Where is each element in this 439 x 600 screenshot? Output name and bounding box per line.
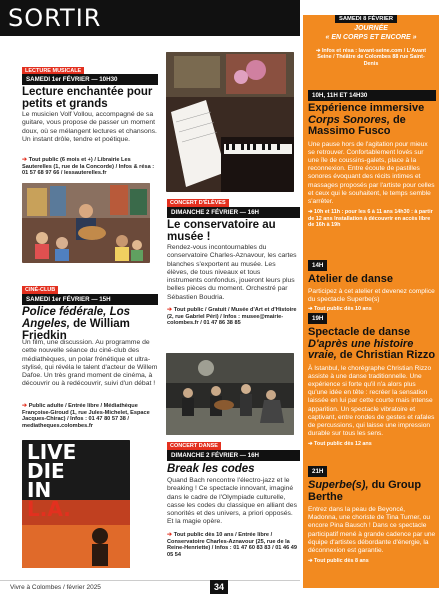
article-title: Break les codes (167, 463, 255, 475)
footer-text: Vivre à Colombes / février 2025 (10, 584, 101, 591)
film-poster (22, 440, 130, 568)
sidebar-section (308, 307, 436, 448)
pin-icon: ➔ (308, 558, 315, 565)
session-body: Une pause hors de l'agitation pour mieux se retrouver. Confortablement lovés sur une île de coussins-galets, place à la reconnexion. Entre écoute de pastilles sonores évoquant des récits intimes et massages proposés par l'artiste pour celles et ceux qui le souhaitent, le temps semble s'arrêter. (308, 140, 435, 205)
sidebar-journee: JOURNÉE (354, 25, 388, 32)
page-number: 34 (210, 580, 228, 594)
category-tag: CINÉ-CLUB (22, 286, 58, 294)
session-title: Spectacle de danse D'après une histoire vraie, de Christian Rizzo (308, 326, 436, 361)
session-info: ➔ Tout public dès 8 ans (308, 558, 369, 565)
pin-icon: ➔ (308, 209, 315, 216)
poster-title: LIVE DIE IN L.A. (27, 440, 77, 521)
photo-piano (166, 52, 294, 192)
article-body: Un film, une discussion. Au programme de cette nouvelle séance du ciné-club des médiathèques, un polar frénétique et ultra-stylisé, qui révéla le talent d'acteur de Willem Dafoe. Un très grand moment de cinéma, à découvrir ou à redécouvrir, suivi d'un débat ! (22, 339, 158, 388)
pin-icon: ➔ (308, 305, 315, 312)
sidebar-theme: « EN CORPS ET ENCORE » (325, 34, 417, 41)
photo-musician-children (22, 183, 150, 263)
sidebar-date-badge: SAMEDI 8 FÉVRIER (335, 15, 397, 23)
session-time: 10H, 11H ET 14H30 (308, 90, 436, 101)
session-title: Atelier de danse (308, 273, 393, 285)
pin-icon: ➔ (22, 403, 29, 409)
sidebar-section (308, 254, 436, 312)
article-info: ➔ Tout public / Gratuit / Musée d'Art et d'Histoire (2, rue Gabriel Péri) / Infos : musee@mairie-colombes.fr / 01 47 86 38 85 (167, 307, 297, 327)
session-info: ➔ Tout public dès 12 ans (308, 441, 372, 448)
article-body: Le musicien Volf Vollou, accompagné de sa guitare, vous propose de passer un moment doux, où se mélangent lectures et chansons. Un instant drôle, tendre et poétique. (22, 111, 157, 143)
session-info: ➔ 10h et 11h : pour les 6 à 11 ans 14h30 : à partir de 12 ans Installation à découvrir en accès libre de 16h à 19h (308, 209, 433, 228)
article-title: Lecture enchantée pour petits et grands (22, 86, 153, 110)
pin-icon: ➔ (167, 532, 174, 538)
session-body: Entrez dans la peau de Beyoncé, Madonna, une choriste de Tina Turner, ou encore Pina Bausch ! Dans ce spectacle participatif mené à grande cadence par une équipe d'artistes débordante d'énergie, la déconnexion est garantie. (308, 506, 436, 555)
pin-icon: ➔ (308, 441, 315, 448)
category-tag: LECTURE MUSICALE (22, 67, 84, 75)
event-date: SAMEDI 1er FÉVRIER — 15H (22, 294, 158, 305)
session-title: Expérience immersive Corps Sonores, de Massimo Fusco (308, 102, 425, 137)
session-time: 19H (308, 313, 327, 324)
event-date: DIMANCHE 2 FÉVRIER — 16H (167, 450, 300, 461)
article-info: ➔ Public adulte / Entrée libre / Médiathèque Françoise-Giroud (1, rue Jules-Michelet, Espace Jacques-Chirac) / Infos : 01 47 80 57 38 / mediatheques.colombes.fr (22, 403, 150, 429)
article-title: Police fédérale, Los Angeles, de William Friedkin (22, 306, 131, 342)
footer-rule (0, 580, 300, 581)
category-tag: CONCERT D'ÉLÈVES (167, 199, 229, 207)
session-title: Superbe(s), du Group Berthe (308, 479, 422, 503)
sidebar-section (308, 90, 436, 228)
pin-icon: ➔ (315, 48, 322, 54)
pin-icon: ➔ (167, 307, 174, 313)
article-body: Quand Bach rencontre l'électro-jazz et le breaking ! Ce spectacle innovant, imaginé dans le cadre de l'Olympiade culturelle, casse les codes du classique en alliant des sonorités et des univers, a priori opposés. Et la magie opère. (167, 477, 297, 526)
photo-concert (166, 353, 294, 435)
article-body: Rendez-vous incontournables du conservatoire Charles-Aznavour, les cartes blanches s'exportent au musée. Les élèves, de tous niveaux et tous instruments confondus, joueront leurs plus belles pièces du moment. Orchestré par Sébastien Boudria. (167, 244, 297, 301)
session-time: 21H (308, 466, 327, 477)
sidebar-section (308, 460, 436, 565)
session-time: 14H (308, 260, 327, 271)
session-body: Participez à cet atelier et devenez complice du spectacle Superbe(s) (308, 287, 435, 303)
sidebar-venue-info: ➔ Infos et résa : lavant-seine.com / L'Avant Seine / Théâtre de Colombes 88 rue Saint-Denis (315, 48, 427, 67)
event-date: DIMANCHE 2 FÉVRIER — 16H (167, 207, 300, 218)
section-title: SORTIR (8, 4, 102, 32)
session-info: ➔ Tout public dès 10 ans (308, 305, 372, 312)
article-info: ➔ Tout public (6 mois et +) / Librairie Les Sauterelles (1, rue de la Concorde) / Infos & résa : 01 57 68 97 66 / lessauterelles.fr (22, 157, 155, 177)
article-title: Le conservatoire au musée ! (167, 219, 276, 243)
pin-icon: ➔ (22, 157, 29, 163)
category-tag: CONCERT DANSE (167, 442, 221, 450)
event-date: SAMEDI 1er FÉVRIER — 10H30 (22, 74, 158, 85)
session-body: À Istanbul, le chorégraphe Christian Rizzo assiste à une danse traditionnelle. Une expérience si forte qu'il n'a alors plus qu'une idée en tête : recréer la sensation laissée en lui par cette courte mais intense apparition. Un spectacle vibratoire et captivant, entre rondes de gestes et rafales de percussions, qui laisse une impression durable sur tous les sens. (308, 364, 435, 438)
article-info: ➔ Tout public dès 10 ans / Entrée libre / Conservatoire Charles-Aznavour (25, rue de la Reine-Henriette) / Infos : 01 47 60 83 83 / 01 46 49 05 54 (167, 532, 297, 558)
